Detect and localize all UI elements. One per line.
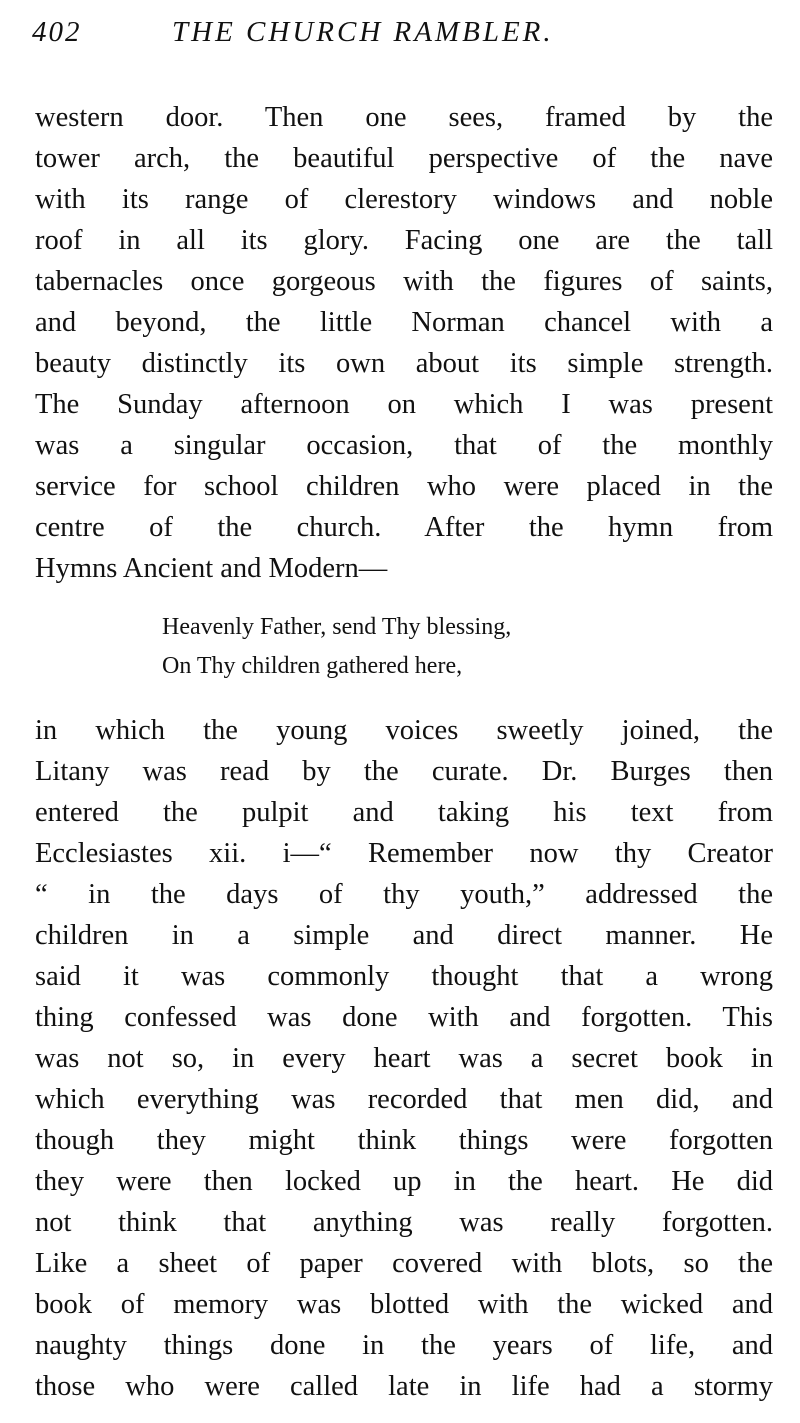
text-line: Hymns Ancient and Modern—: [35, 553, 388, 584]
text-line: in which the young voices sweetly joined, the: [35, 715, 773, 746]
text-line: entered the pulpit and taking his text from: [35, 797, 773, 828]
text-line: not think that anything was really forgotten.: [35, 1207, 773, 1238]
text-line: was not so, in every heart was a secret book in: [35, 1043, 773, 1074]
text-line: service for school children who were placed in the: [35, 471, 773, 502]
text-line: tower arch, the beautiful perspective of the nave: [35, 143, 773, 174]
text-line: thing confessed was done with and forgotten. This: [35, 1002, 773, 1033]
text-line: On Thy children gathered here,: [162, 653, 463, 679]
text-line: Like a sheet of paper covered with blots, so the: [35, 1248, 773, 1279]
text-line: centre of the church. After the hymn from: [35, 512, 773, 543]
running-title: THE CHURCH RAMBLER.: [172, 16, 554, 48]
text-line: Ecclesiastes xii. i—“ Remember now thy Creator: [35, 838, 773, 869]
text-line: Litany was read by the curate. Dr. Burges then: [35, 756, 773, 787]
text-line: naughty things done in the years of life, and: [35, 1330, 773, 1361]
text-line: western door. Then one sees, framed by the: [35, 102, 773, 133]
text-line: they were then locked up in the heart. He did: [35, 1166, 773, 1197]
text-line: “ in the days of thy youth,” addressed the: [35, 879, 773, 910]
text-line: beauty distinctly its own about its simple strength.: [35, 348, 773, 379]
text-line: those who were called late in life had a stormy: [35, 1371, 773, 1402]
text-line: Heavenly Father, send Thy blessing,: [162, 614, 512, 640]
hymn-verse: [162, 608, 511, 686]
text-line: children in a simple and direct manner. He: [35, 920, 773, 951]
text-line: The Sunday afternoon on which I was present: [35, 389, 773, 420]
text-line: which everything was recorded that men did, and: [35, 1084, 773, 1115]
text-line: was a singular occasion, that of the monthly: [35, 430, 773, 461]
paragraph-1: [35, 97, 773, 589]
page-number: 402: [32, 16, 82, 48]
text-line: book of memory was blotted with the wicked and: [35, 1289, 773, 1320]
text-line: roof in all its glory. Facing one are the tall: [35, 225, 773, 256]
text-line: and beyond, the little Norman chancel with a: [35, 307, 773, 338]
text-line: with its range of clerestory windows and noble: [35, 184, 773, 215]
text-line: said it was commonly thought that a wrong: [35, 961, 773, 992]
paragraph-2: [35, 710, 773, 1407]
text-line: though they might think things were forgotten: [35, 1125, 773, 1156]
text-line: tabernacles once gorgeous with the figures of saints,: [35, 266, 773, 297]
